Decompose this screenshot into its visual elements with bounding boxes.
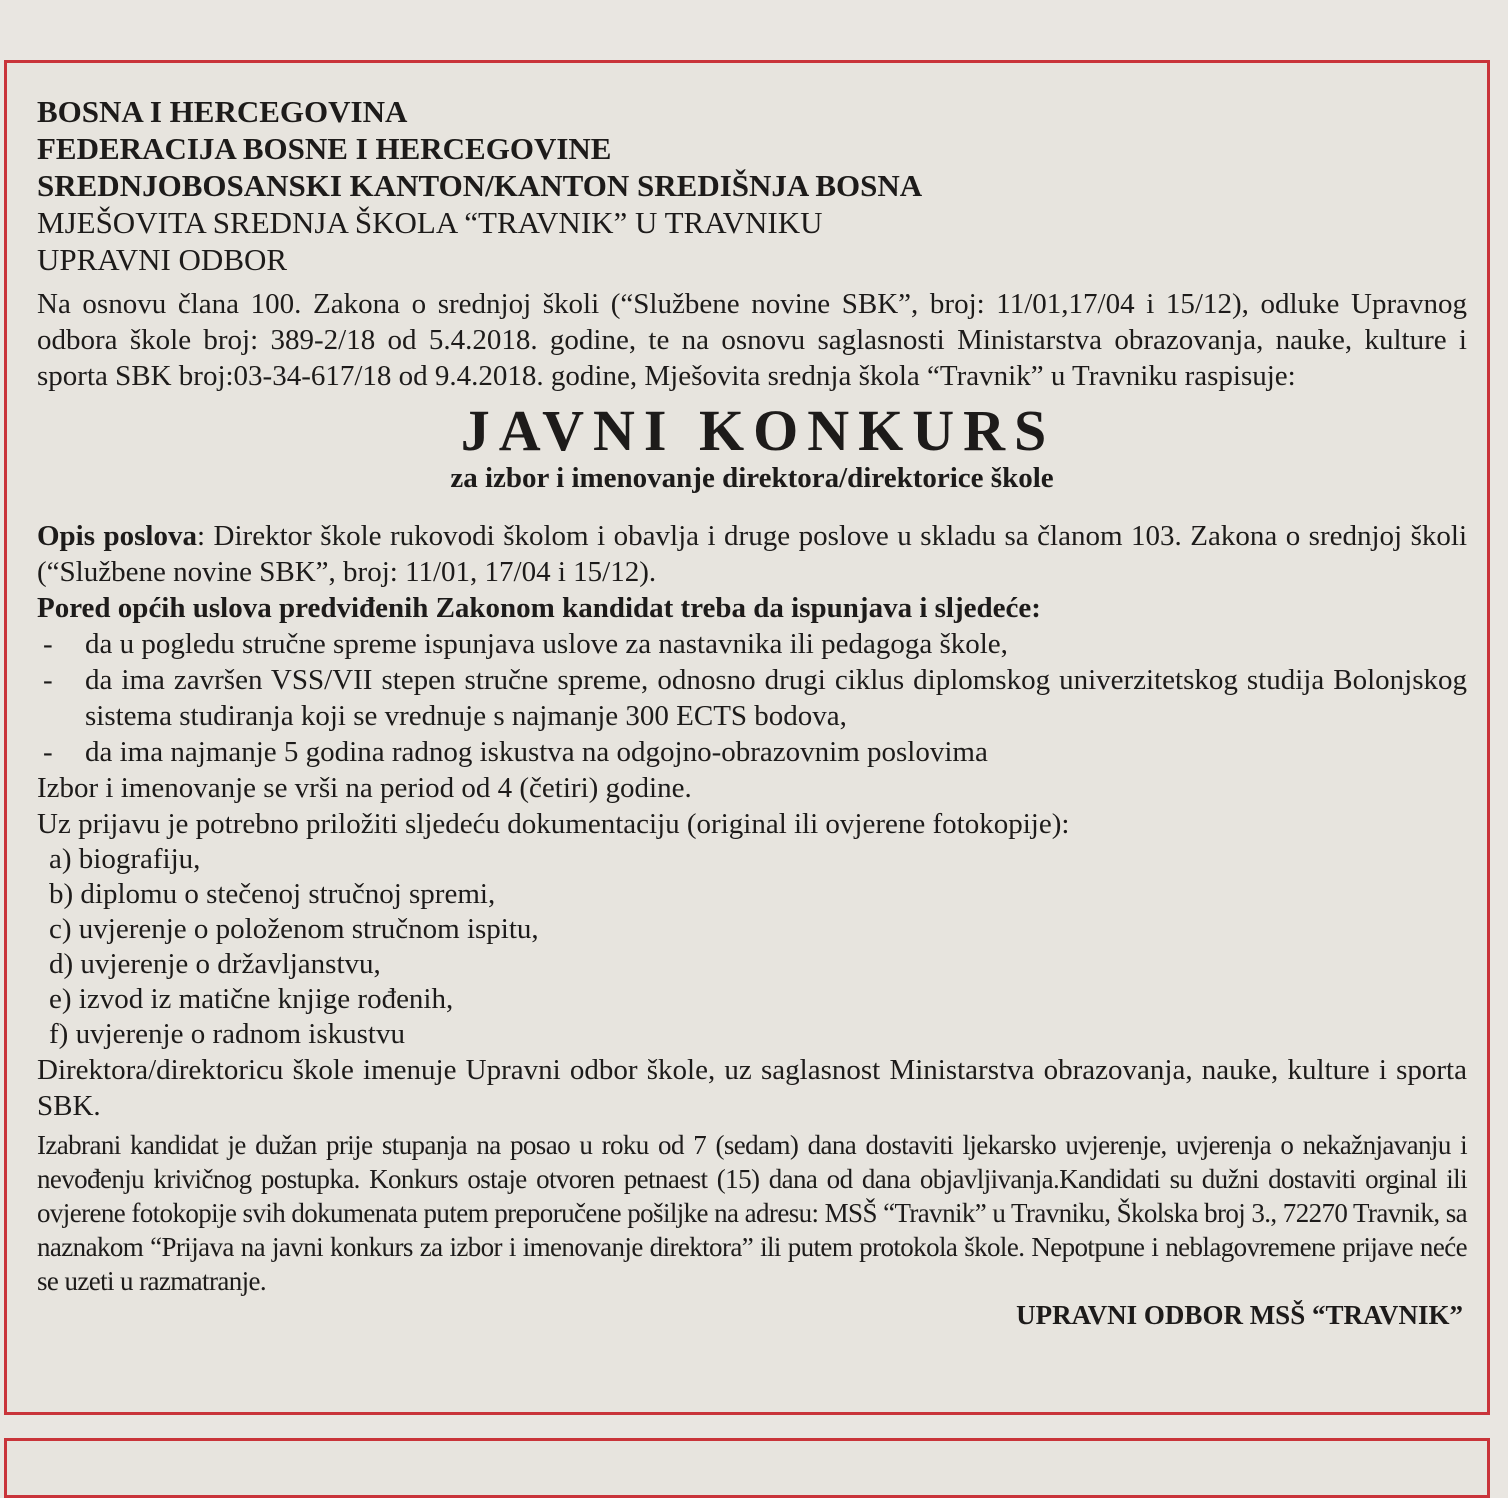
job-description — [37, 518, 1467, 590]
requirement-text: da ima najmanje 5 godina radnog iskustva na odgojno-obrazovnim poslovima — [85, 736, 988, 768]
header-country: BOSNA I HERCEGOVINA — [37, 94, 408, 129]
signature: UPRAVNI ODBOR MSŠ “TRAVNIK” — [1016, 1300, 1463, 1330]
dash-bullet: - — [43, 664, 53, 696]
requirements-heading: Pored općih uslova predviđenih Zakonom kandidat treba da ispunjava i sljedeće: — [37, 592, 1041, 624]
closing-paragraph: Izabrani kandidat je dužan prije stupanja na posao u roku od 7 (sedam) dana dostaviti ljekarsko uvjerenje, uvjerenja o nekažnjavanju i nevođenju krivičnog postupka. Konkurs ostaje otvoren petnaest (15) dana od dana objavljivanja.Kandidati su dužni dostaviti orginal ili ovjerene fotokopije svih dokumenata putem preporučene pošiljke na adresu: MSŠ “Travnik” u Travniku, Školska broj 3., 72270 Travnik, sa naznakom “Prijava na javni konkurs za izbor i imenovanje direktora” ili putem protokola škole. Nepotpune i neblagovremene prijave neće se uzeti u razmatranje. — [37, 1130, 1467, 1296]
page-title: JAVNI KONKURS — [460, 398, 1056, 463]
requirement-item — [37, 734, 1467, 770]
requirement-text: da u pogledu stručne spreme ispunjava uslove za nastavnika ili pedagoga škole, — [85, 628, 1008, 660]
intro-paragraph: Na osnovu člana 100. Zakona o srednjoj školi (“Službene novine SBK”, broj: 11/01,17/04 i 15/12), odluke Upravnog odbora škole broj: 389-2/18 od 5.4.2018. godine, te na osnovu saglasnosti Ministarstva obrazovanja, nauke, kulture i sporta SBK broj:03-34-617/18 od 9.4.2018. godine, Mješovita srednja škola “Travnik” u Travniku raspisuje: — [37, 288, 1467, 392]
documents-heading: Uz prijavu je potrebno priložiti sljedeću dokumentaciju (original ili ovjerene fotokopije): — [37, 808, 1070, 840]
page-subtitle: za izbor i imenovanje direktora/direktorice škole — [450, 462, 1054, 494]
announcement-body — [37, 518, 1467, 1332]
term-period: Izbor i imenovanje se vrši na period od 4 (četiri) godine. — [37, 772, 692, 804]
requirement-item — [37, 662, 1467, 734]
document-item: c) uvjerenje o položenom stručnom ispitu, — [49, 913, 539, 945]
announcement-frame — [4, 60, 1490, 1415]
header-board: UPRAVNI ODBOR — [37, 242, 288, 277]
document-item: b) diplomu o stečenoj stručnoj spremi, — [49, 878, 496, 910]
appointment-paragraph: Direktora/direktoricu škole imenuje Upravni odbor škole, uz saglasnost Ministarstva obrazovanja, nauke, kulture i sporta SBK. — [37, 1054, 1467, 1122]
document-item: a) biografiju, — [49, 843, 201, 875]
document-item: f) uvjerenje o radnom iskustvu — [49, 1018, 405, 1050]
header-school: MJEŠOVITA SREDNJA ŠKOLA “TRAVNIK” U TRAVNIKU — [37, 205, 823, 240]
header-federation: FEDERACIJA BOSNE I HERCEGOVINE — [37, 131, 612, 166]
dash-bullet: - — [43, 628, 53, 660]
next-announcement-frame — [4, 1438, 1490, 1498]
job-description-text: : Direktor škole rukovodi školom i obavlja i druge poslove u skladu sa članom 103. Zakona o srednjoj školi (“Službene novine SBK”, broj: 11/01, 17/04 i 15/12). — [37, 520, 1468, 588]
header-canton: SREDNJOBOSANSKI KANTON/KANTON SREDIŠNJA BOSNA — [37, 168, 923, 203]
dash-bullet: - — [43, 736, 53, 768]
job-description-label: Opis poslova — [37, 520, 197, 552]
document-item: e) izvod iz matične knjige rođenih, — [49, 983, 454, 1015]
document-item: d) uvjerenje o državljanstvu, — [49, 948, 381, 980]
announcement-content — [37, 93, 1467, 1332]
requirement-item — [37, 626, 1467, 662]
requirement-text: da ima završen VSS/VII stepen stručne spreme, odnosno drugi ciklus diplomskog univerzitetskog studija Bolonjskog sistema studiranja koji se vrednuje s najmanje 300 ECTS bodova, — [85, 664, 1467, 732]
